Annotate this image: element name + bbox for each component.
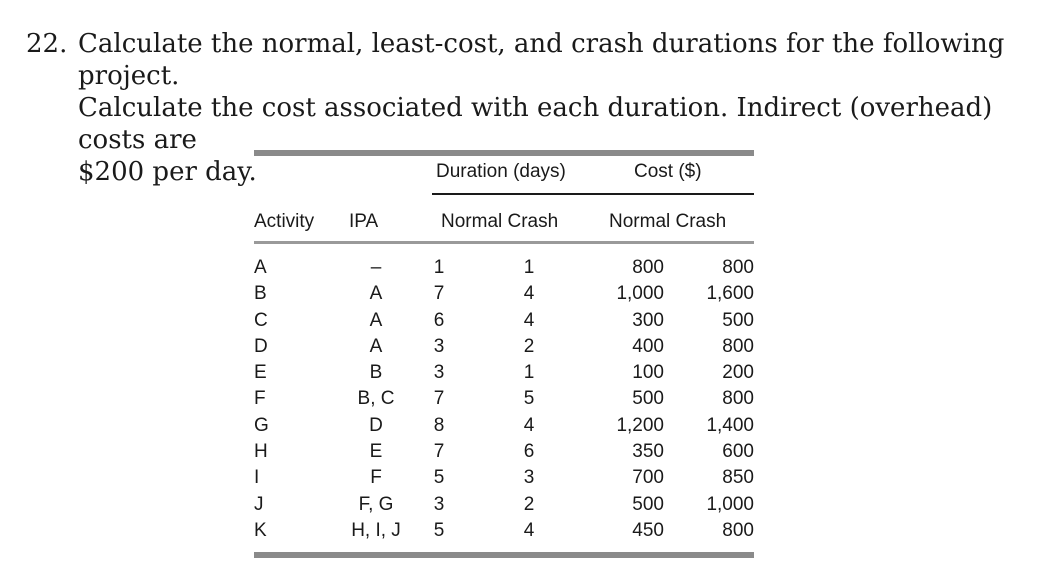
crash-days-cell: 3 bbox=[523, 467, 535, 489]
crash-cost-cell: 200 bbox=[722, 362, 754, 384]
ipa-column-header: IPA bbox=[349, 211, 379, 232]
normal-days-cell: 1 bbox=[433, 257, 445, 278]
ipa-cell: F bbox=[370, 467, 382, 489]
crash-days-cell: 1 bbox=[523, 362, 535, 384]
group-header-rule bbox=[432, 193, 754, 195]
crash-days-column bbox=[518, 255, 540, 544]
crash-cost-cell: 1,000 bbox=[706, 493, 754, 515]
crash-days-cell: 5 bbox=[523, 388, 535, 410]
duration-column-header: Normal Crash bbox=[441, 211, 559, 232]
ipa-cell: E bbox=[369, 441, 383, 463]
table-top-rule bbox=[254, 150, 754, 156]
normal-days-cell: 8 bbox=[433, 414, 445, 436]
crash-cost-cell: 800 bbox=[722, 257, 754, 278]
normal-days-cell: 7 bbox=[433, 441, 445, 463]
crash-cost-cell: 800 bbox=[722, 388, 754, 410]
normal-days-cell: 7 bbox=[433, 388, 445, 410]
problem-line: $200 per day. bbox=[78, 157, 257, 187]
cost-column-header: Normal Crash bbox=[609, 211, 727, 232]
normal-days-cell: 5 bbox=[433, 519, 445, 541]
activity-cell: D bbox=[254, 335, 268, 357]
normal-cost-cell: 1,000 bbox=[616, 283, 664, 305]
normal-cost-cell: 450 bbox=[632, 519, 664, 541]
crash-days-cell: 4 bbox=[523, 414, 535, 436]
normal-cost-column bbox=[590, 255, 664, 544]
normal-days-cell: 3 bbox=[433, 362, 445, 384]
normal-cost-cell: 700 bbox=[632, 467, 664, 489]
activity-column bbox=[254, 255, 294, 544]
normal-cost-cell: 1,200 bbox=[616, 414, 664, 436]
normal-cost-cell: 350 bbox=[632, 441, 664, 463]
ipa-cell: B, C bbox=[357, 388, 395, 410]
normal-cost-cell: 800 bbox=[632, 257, 664, 278]
crash-cost-column bbox=[680, 255, 754, 544]
activity-cell: A bbox=[254, 257, 267, 278]
activity-cell: J bbox=[254, 493, 264, 515]
crash-days-cell: 4 bbox=[523, 519, 535, 541]
cost-group-header: Cost ($) bbox=[634, 161, 702, 182]
crash-days-cell: 1 bbox=[523, 257, 535, 278]
ipa-cell: A bbox=[369, 335, 383, 357]
problem-line: Calculate the normal, least-cost, and crash durations for the following project. bbox=[78, 29, 1005, 91]
problem-line: Calculate the cost associated with each duration. Indirect (overhead) costs are bbox=[78, 93, 993, 155]
activity-cell: E bbox=[254, 362, 267, 384]
normal-days-column bbox=[428, 255, 450, 544]
normal-cost-cell: 300 bbox=[632, 309, 664, 331]
normal-cost-cell: 500 bbox=[632, 493, 664, 515]
activity-column-header: Activity bbox=[254, 211, 315, 232]
table-bottom-rule bbox=[254, 552, 754, 558]
ipa-cell: H, I, J bbox=[351, 519, 401, 541]
normal-days-cell: 7 bbox=[433, 283, 445, 305]
normal-cost-cell: 500 bbox=[632, 388, 664, 410]
crash-cost-cell: 600 bbox=[722, 441, 754, 463]
normal-days-cell: 3 bbox=[433, 493, 445, 515]
crash-cost-cell: 500 bbox=[722, 309, 754, 331]
ipa-cell: – bbox=[370, 257, 382, 278]
crash-cost-cell: 800 bbox=[722, 519, 754, 541]
normal-cost-cell: 100 bbox=[632, 362, 664, 384]
activity-cell: G bbox=[254, 414, 269, 436]
ipa-cell: F, G bbox=[358, 493, 394, 515]
ipa-cell: B bbox=[369, 362, 383, 384]
crash-cost-cell: 1,600 bbox=[706, 283, 754, 305]
normal-days-cell: 5 bbox=[433, 467, 445, 489]
ipa-cell: A bbox=[369, 309, 383, 331]
activity-cell: B bbox=[254, 283, 267, 305]
activity-cell: C bbox=[254, 309, 268, 331]
crash-days-cell: 4 bbox=[523, 309, 535, 331]
activity-cell: F bbox=[254, 388, 266, 410]
activity-cell: K bbox=[254, 519, 267, 541]
crash-cost-cell: 850 bbox=[722, 467, 754, 489]
header-rule bbox=[254, 241, 754, 244]
ipa-column bbox=[334, 255, 418, 544]
ipa-cell: A bbox=[369, 283, 383, 305]
crash-days-cell: 6 bbox=[523, 441, 535, 463]
normal-days-cell: 3 bbox=[433, 335, 445, 357]
ipa-cell: D bbox=[369, 414, 383, 436]
problem-number: 22. bbox=[26, 29, 68, 59]
crash-days-cell: 4 bbox=[523, 283, 535, 305]
crash-cost-cell: 1,400 bbox=[706, 414, 754, 436]
duration-group-header: Duration (days) bbox=[436, 161, 566, 182]
normal-cost-cell: 400 bbox=[632, 335, 664, 357]
crash-days-cell: 2 bbox=[523, 493, 535, 515]
normal-days-cell: 6 bbox=[433, 309, 445, 331]
activity-cell: H bbox=[254, 441, 268, 463]
crash-days-cell: 2 bbox=[523, 335, 535, 357]
crash-cost-cell: 800 bbox=[722, 335, 754, 357]
activity-cell: I bbox=[254, 467, 260, 489]
